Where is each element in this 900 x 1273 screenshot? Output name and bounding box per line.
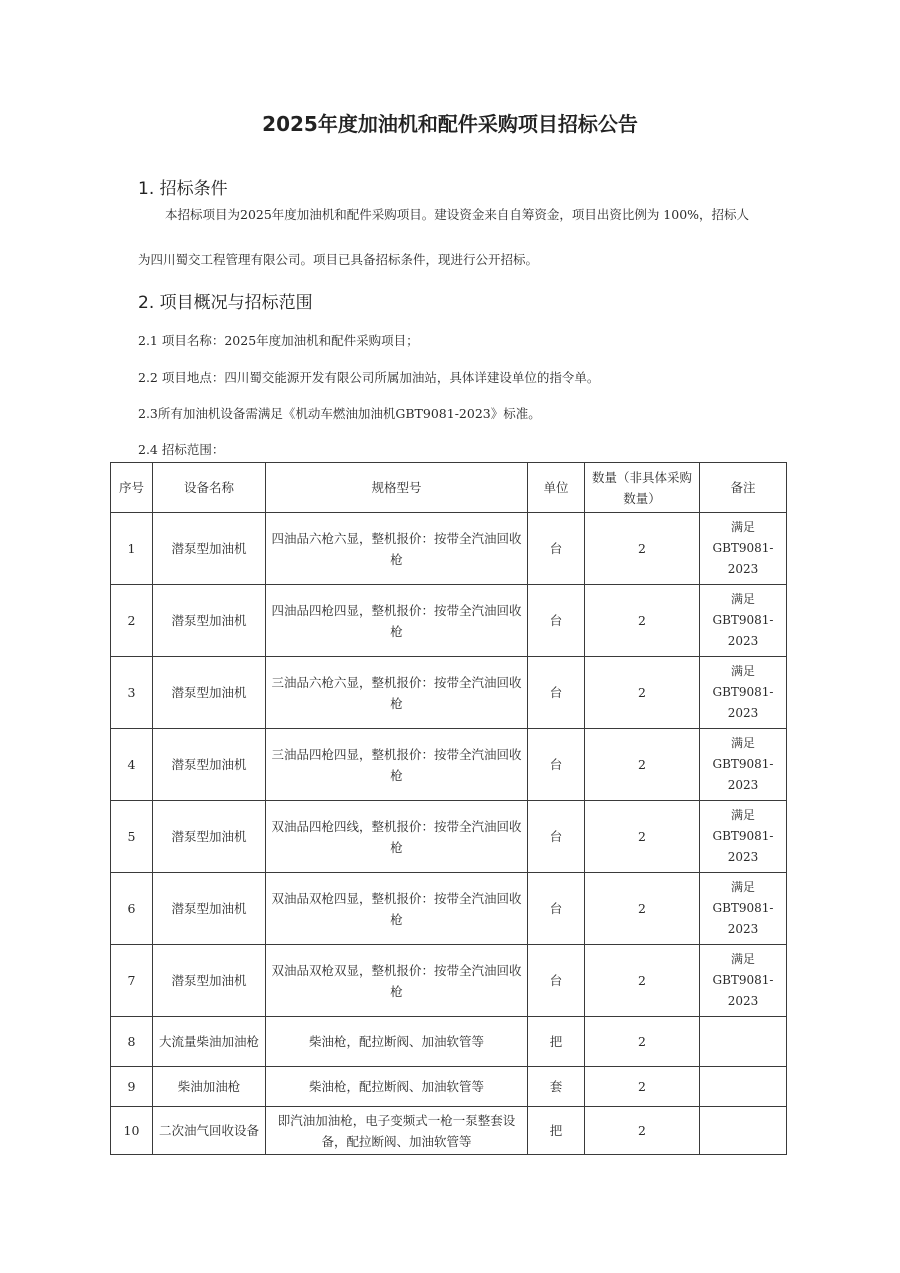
cell-spec: 四油品四枪四显，整机报价：按带全汽油回收枪 bbox=[266, 585, 528, 657]
conditions-paragraph-line-2: 为四川蜀交工程管理有限公司。项目已具备招标条件，现进行公开招标。 bbox=[138, 252, 539, 267]
cell-equipment-name: 潜泵型加油机 bbox=[153, 945, 266, 1017]
cell-equipment-name: 潜泵型加油机 bbox=[153, 513, 266, 585]
cell-seq: 4 bbox=[111, 729, 153, 801]
cell-equipment-name: 大流量柴油加油枪 bbox=[153, 1017, 266, 1067]
table-row bbox=[111, 729, 787, 801]
section-heading-project-overview: 2. 项目概况与招标范围 bbox=[138, 293, 313, 313]
cell-quantity: 2 bbox=[585, 729, 700, 801]
cell-seq: 5 bbox=[111, 801, 153, 873]
cell-equipment-name: 潜泵型加油机 bbox=[153, 585, 266, 657]
cell-quantity: 2 bbox=[585, 1067, 700, 1107]
cell-seq: 9 bbox=[111, 1067, 153, 1107]
table-row bbox=[111, 801, 787, 873]
cell-note: 满足GBT9081-2023 bbox=[700, 657, 787, 729]
cell-equipment-name: 潜泵型加油机 bbox=[153, 873, 266, 945]
cell-note: 满足GBT9081-2023 bbox=[700, 729, 787, 801]
cell-equipment-name: 潜泵型加油机 bbox=[153, 729, 266, 801]
cell-seq: 1 bbox=[111, 513, 153, 585]
item-bidding-scope: 2.4 招标范围： bbox=[138, 442, 225, 457]
cell-spec: 柴油枪，配拉断阀、加油软管等 bbox=[266, 1067, 528, 1107]
cell-unit: 台 bbox=[528, 585, 585, 657]
cell-equipment-name: 潜泵型加油机 bbox=[153, 801, 266, 873]
table-row bbox=[111, 1107, 787, 1155]
cell-unit: 台 bbox=[528, 729, 585, 801]
cell-unit: 套 bbox=[528, 1067, 585, 1107]
bidding-scope-table bbox=[110, 462, 787, 1155]
header-quantity: 数量（非具体采购数量） bbox=[585, 463, 700, 513]
cell-seq: 2 bbox=[111, 585, 153, 657]
cell-spec: 四油品六枪六显，整机报价：按带全汽油回收枪 bbox=[266, 513, 528, 585]
table-row bbox=[111, 873, 787, 945]
cell-spec: 三油品四枪四显，整机报价：按带全汽油回收枪 bbox=[266, 729, 528, 801]
cell-quantity: 2 bbox=[585, 945, 700, 1017]
cell-spec: 三油品六枪六显，整机报价：按带全汽油回收枪 bbox=[266, 657, 528, 729]
item-standard-requirement: 2.3所有加油机设备需满足《机动车燃油加油机GBT9081-2023》标准。 bbox=[138, 406, 541, 421]
table-row bbox=[111, 657, 787, 729]
cell-quantity: 2 bbox=[585, 801, 700, 873]
cell-spec: 即汽油加油枪，电子变频式一枪一泵整套设备，配拉断阀、加油软管等 bbox=[266, 1107, 528, 1155]
cell-note bbox=[700, 1067, 787, 1107]
cell-seq: 3 bbox=[111, 657, 153, 729]
cell-spec: 双油品双枪双显，整机报价：按带全汽油回收枪 bbox=[266, 945, 528, 1017]
header-notes: 备注 bbox=[700, 463, 787, 513]
cell-spec: 双油品双枪四显，整机报价：按带全汽油回收枪 bbox=[266, 873, 528, 945]
cell-quantity: 2 bbox=[585, 873, 700, 945]
section-heading-bidding-conditions: 1. 招标条件 bbox=[138, 179, 228, 199]
cell-equipment-name: 潜泵型加油机 bbox=[153, 657, 266, 729]
header-seq: 序号 bbox=[111, 463, 153, 513]
document-title: 2025年度加油机和配件采购项目招标公告 bbox=[262, 112, 638, 136]
cell-note bbox=[700, 1017, 787, 1067]
cell-quantity: 2 bbox=[585, 585, 700, 657]
cell-unit: 台 bbox=[528, 873, 585, 945]
cell-quantity: 2 bbox=[585, 657, 700, 729]
cell-unit: 台 bbox=[528, 657, 585, 729]
header-unit: 单位 bbox=[528, 463, 585, 513]
table-row bbox=[111, 945, 787, 1017]
cell-seq: 8 bbox=[111, 1017, 153, 1067]
cell-unit: 台 bbox=[528, 513, 585, 585]
table-row bbox=[111, 1017, 787, 1067]
cell-quantity: 2 bbox=[585, 1107, 700, 1155]
table-row bbox=[111, 513, 787, 585]
table-header-row bbox=[111, 463, 787, 513]
cell-note: 满足GBT9081-2023 bbox=[700, 585, 787, 657]
conditions-paragraph-line-1: 本招标项目为2025年度加油机和配件采购项目。建设资金来自自筹资金，项目出资比例为 100%，招标人 bbox=[165, 207, 750, 222]
cell-note: 满足GBT9081-2023 bbox=[700, 801, 787, 873]
cell-note bbox=[700, 1107, 787, 1155]
cell-seq: 6 bbox=[111, 873, 153, 945]
cell-seq: 10 bbox=[111, 1107, 153, 1155]
cell-spec: 双油品四枪四线，整机报价：按带全汽油回收枪 bbox=[266, 801, 528, 873]
cell-unit: 台 bbox=[528, 801, 585, 873]
item-project-name: 2.1 项目名称：2025年度加油机和配件采购项目； bbox=[138, 333, 419, 348]
cell-equipment-name: 柴油加油枪 bbox=[153, 1067, 266, 1107]
cell-unit: 台 bbox=[528, 945, 585, 1017]
cell-note: 满足GBT9081-2023 bbox=[700, 873, 787, 945]
cell-unit: 把 bbox=[528, 1017, 585, 1067]
cell-note: 满足GBT9081-2023 bbox=[700, 513, 787, 585]
table-row bbox=[111, 585, 787, 657]
item-project-location: 2.2 项目地点：四川蜀交能源开发有限公司所属加油站，具体详建设单位的指令单。 bbox=[138, 370, 600, 385]
cell-quantity: 2 bbox=[585, 513, 700, 585]
cell-spec: 柴油枪，配拉断阀、加油软管等 bbox=[266, 1017, 528, 1067]
table-row bbox=[111, 1067, 787, 1107]
cell-quantity: 2 bbox=[585, 1017, 700, 1067]
header-spec-model: 规格型号 bbox=[266, 463, 528, 513]
cell-equipment-name: 二次油气回收设备 bbox=[153, 1107, 266, 1155]
cell-note: 满足GBT9081-2023 bbox=[700, 945, 787, 1017]
cell-unit: 把 bbox=[528, 1107, 585, 1155]
header-equipment-name: 设备名称 bbox=[153, 463, 266, 513]
cell-seq: 7 bbox=[111, 945, 153, 1017]
